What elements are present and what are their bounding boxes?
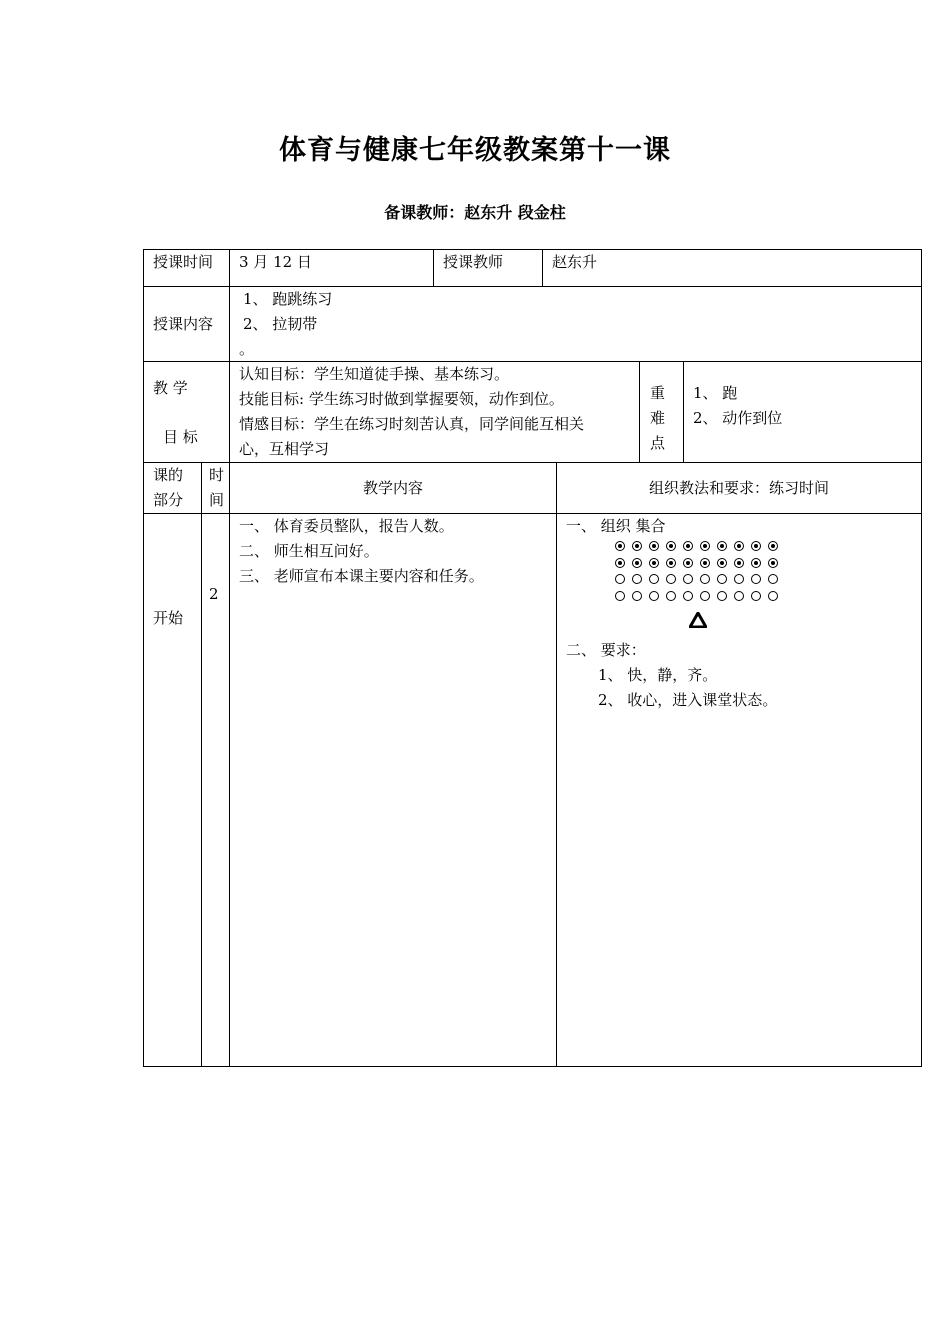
student-dot-icon (751, 558, 761, 568)
lesson-content-item: 。 (239, 340, 255, 358)
col-divider (229, 286, 230, 362)
student-dot-icon (632, 574, 642, 584)
student-dot-icon (734, 541, 744, 551)
label-key-points: 难 (650, 409, 666, 427)
student-dot-icon (615, 541, 625, 551)
method-requirement: 1、 快，静，齐。 (598, 666, 718, 684)
label-lesson-time: 授课时间 (153, 253, 214, 271)
student-dot-icon (734, 574, 744, 584)
label-teacher: 授课教师 (443, 253, 504, 271)
student-dot-icon (734, 591, 744, 601)
student-dot-icon (751, 591, 761, 601)
student-dot-icon (649, 541, 659, 551)
student-dot-icon (632, 591, 642, 601)
section-time: 2 (209, 585, 219, 603)
student-dot-icon (700, 541, 710, 551)
goal-line: 认知目标：学生知道徒手操、基本练习。 (239, 365, 510, 383)
col-divider (229, 249, 230, 287)
row-divider (143, 462, 922, 463)
label-key-points: 重 (650, 384, 666, 402)
student-dot-icon (615, 591, 625, 601)
label-teaching-goals-bottom: 目 标 (163, 428, 198, 446)
lesson-content-item: 1、 跑跳练习 (243, 290, 333, 308)
student-dot-icon (632, 558, 642, 568)
header-content: 教学内容 (362, 479, 423, 497)
student-dot-icon (700, 591, 710, 601)
header-time: 时 (209, 466, 225, 484)
student-dot-icon (717, 541, 727, 551)
col-divider (556, 462, 557, 1067)
page-subtitle: 备课教师：赵东升 段金柱 (384, 203, 566, 222)
col-divider (229, 462, 230, 1067)
goal-line: 心，互相学习 (239, 440, 330, 458)
student-dot-icon (649, 574, 659, 584)
student-dot-icon (717, 558, 727, 568)
student-dot-icon (717, 591, 727, 601)
student-dot-icon (683, 574, 693, 584)
student-dot-icon (615, 558, 625, 568)
student-dot-icon (615, 574, 625, 584)
method-requirement: 2、 收心，进入课堂状态。 (598, 691, 778, 709)
page-title: 体育与健康七年级教案第十一课 (279, 135, 671, 166)
student-dot-icon (717, 574, 727, 584)
col-divider (683, 361, 684, 463)
col-divider (201, 462, 202, 1067)
student-dot-icon (649, 558, 659, 568)
student-dot-icon (666, 541, 676, 551)
label-lesson-content: 授课内容 (153, 315, 214, 333)
label-teaching-goals-top: 教 学 (153, 379, 188, 397)
student-dot-icon (666, 574, 676, 584)
student-dot-icon (734, 558, 744, 568)
student-dot-icon (768, 591, 778, 601)
key-point-item: 2、 动作到位 (693, 409, 783, 427)
header-time: 间 (209, 491, 225, 509)
student-dot-icon (768, 574, 778, 584)
student-dot-icon (683, 591, 693, 601)
header-part: 部分 (153, 491, 184, 509)
goal-line: 技能目标: 学生练习时做到掌握要领，动作到位。 (239, 390, 564, 408)
section-part: 开始 (153, 609, 184, 627)
col-divider (433, 249, 434, 287)
col-divider (229, 361, 230, 463)
student-dot-icon (649, 591, 659, 601)
student-dot-icon (700, 558, 710, 568)
content-line: 二、 师生相互问好。 (239, 542, 379, 560)
teacher-name: 赵东升 (552, 253, 598, 271)
method-heading: 一、 组织 集合 (566, 517, 666, 535)
content-line: 一、 体育委员整队，报告人数。 (239, 517, 454, 535)
col-divider (542, 249, 543, 287)
student-dot-icon (700, 574, 710, 584)
key-point-item: 1、 跑 (693, 384, 738, 402)
teacher-triangle-icon (689, 612, 707, 628)
student-dot-icon (666, 558, 676, 568)
student-dot-icon (666, 591, 676, 601)
header-method: 组织教法和要求：练习时间 (648, 479, 829, 497)
student-dot-icon (683, 558, 693, 568)
goal-line: 情感目标：学生在练习时刻苦认真，同学间能互相关 (239, 415, 585, 433)
content-line: 三、 老师宣布本课主要内容和任务。 (239, 567, 484, 585)
label-key-points: 点 (650, 434, 666, 452)
lesson-date: 3 月 12 日 (239, 253, 312, 271)
header-part: 课的 (153, 466, 184, 484)
student-dot-icon (751, 574, 761, 584)
col-divider (639, 361, 640, 463)
student-dot-icon (683, 541, 693, 551)
student-dot-icon (632, 541, 642, 551)
student-dot-icon (768, 558, 778, 568)
student-dot-icon (751, 541, 761, 551)
lesson-content-item: 2、 拉韧带 (243, 315, 318, 333)
method-requirements-heading: 二、 要求： (566, 641, 646, 659)
student-dot-icon (768, 541, 778, 551)
